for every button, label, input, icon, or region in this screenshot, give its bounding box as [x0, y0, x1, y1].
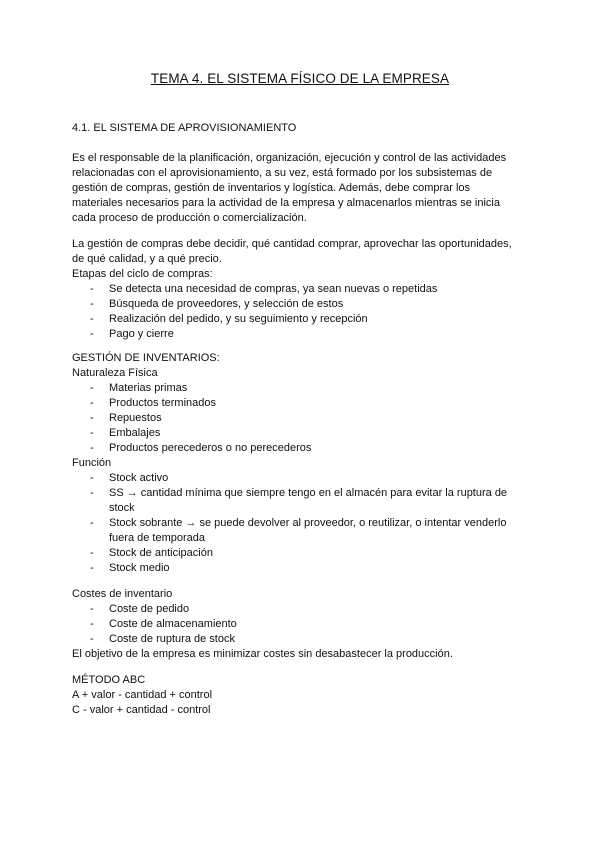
list-item: - Stock de anticipación	[72, 546, 530, 561]
page-title: TEMA 4. EL SISTEMA FÍSICO DE LA EMPRESA	[150, 71, 450, 86]
section-heading: 4.1. EL SISTEMA DE APROVISIONAMIENTO	[72, 122, 297, 134]
abc-line: A + valor - cantidad + control	[72, 689, 213, 701]
list-item: - Repuestos	[72, 411, 530, 426]
intro-line: cada proceso de producción o comercialización.	[72, 212, 307, 224]
abc-section	[72, 673, 530, 718]
costes-list	[72, 602, 530, 647]
funcion-list	[72, 471, 530, 576]
abc-heading: MÉTODO ABC	[72, 674, 146, 686]
funcion-label: Función	[72, 457, 112, 469]
list-item: - Productos terminados	[72, 396, 530, 411]
list-item: - Stock medio	[72, 561, 530, 576]
objetivo-text: El objetivo de la empresa es minimizar costes sin desabastecer la producción.	[72, 648, 453, 660]
intro-line: materiales necesarios para la actividad de la empresa y almacenarlos mientras se inicia	[72, 197, 500, 209]
list-item: - Coste de almacenamiento	[72, 617, 530, 632]
costes-section	[72, 587, 530, 662]
intro-line: relacionadas con el aprovisionamiento, a su vez, está formado por los subsistemas de	[72, 167, 493, 179]
list-item: - Stock activo	[72, 471, 530, 486]
list-item: - Se detecta una necesidad de compras, ya sean nuevas o repetidas	[72, 282, 530, 297]
intro-paragraph	[72, 151, 530, 226]
list-item: - Productos perecederos o no perecederos	[72, 441, 530, 456]
costes-label: Costes de inventario	[72, 588, 173, 600]
compras-section	[72, 237, 530, 342]
intro-line: gestión de compras, gestión de inventarios y logística. Además, debe comprar los	[72, 182, 471, 194]
naturaleza-list	[72, 381, 530, 456]
list-item: - Coste de ruptura de stock	[72, 632, 530, 647]
list-item: - SS → cantidad mínima que siempre tengo en el almacén para evitar la ruptura de stock	[72, 486, 530, 516]
intro-line: Es el responsable de la planificación, organización, ejecución y control de las actividades	[72, 152, 507, 164]
list-item: - Materias primas	[72, 381, 530, 396]
etapas-label: Etapas del ciclo de compras:	[72, 268, 213, 280]
list-item: - Embalajes	[72, 426, 530, 441]
compras-line: de qué calidad, y a qué precio.	[72, 253, 222, 265]
compras-line: La gestión de compras debe decidir, qué cantidad comprar, aprovechar las oportunidades,	[72, 238, 512, 250]
list-item: - Coste de pedido	[72, 602, 530, 617]
list-item: - Realización del pedido, y su seguimiento y recepción	[72, 312, 530, 327]
list-item: - Pago y cierre	[72, 327, 530, 342]
inventarios-heading: GESTIÓN DE INVENTARIOS:	[72, 352, 220, 364]
etapas-list	[72, 282, 530, 342]
naturaleza-label: Naturaleza Física	[72, 367, 158, 379]
inventarios-section	[72, 351, 530, 576]
list-item: - Stock sobrante → se puede devolver al proveedor, o reutilizar, o intentar venderlo fuera de temporada	[72, 516, 530, 546]
list-item: - Búsqueda de proveedores, y selección de estos	[72, 297, 530, 312]
abc-line: C - valor + cantidad - control	[72, 704, 211, 716]
